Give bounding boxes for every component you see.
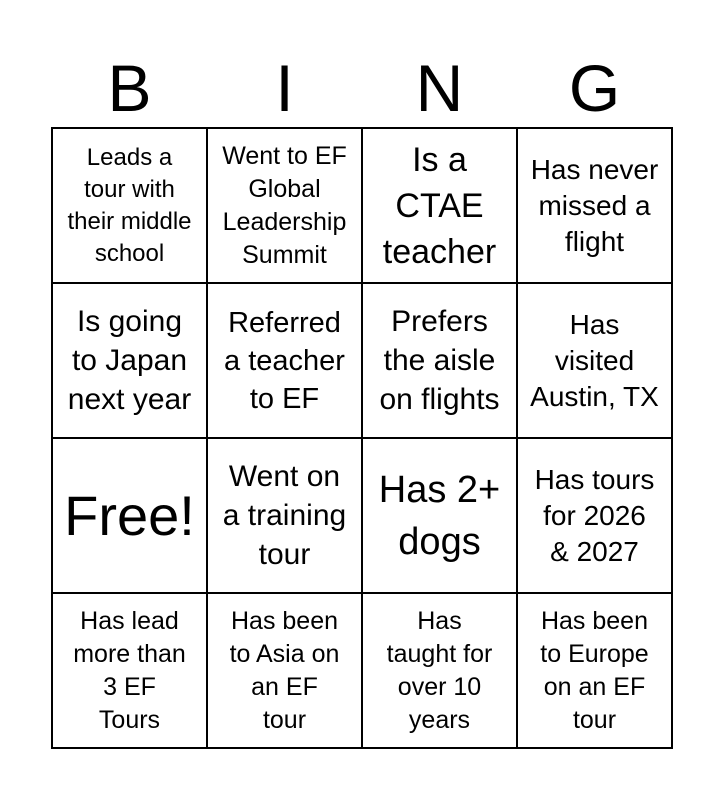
bingo-cell[interactable]: [518, 284, 673, 439]
bingo-free-space[interactable]: [53, 439, 208, 594]
bingo-cell-text: Went to EF Global Leadership Summit: [222, 141, 347, 269]
bingo-cell[interactable]: [363, 129, 518, 284]
bingo-cell[interactable]: [53, 284, 208, 439]
bingo-cell-text: Has tours for 2026 & 2027: [534, 463, 655, 567]
bingo-cell-text: Went on a training tour: [222, 460, 347, 571]
bingo-cell[interactable]: [518, 594, 673, 749]
bingo-cell-text: Has never missed a flight: [530, 153, 659, 257]
header-letter-i: I: [275, 51, 294, 125]
bingo-cell[interactable]: [208, 594, 363, 749]
bingo-cell-text: Has been to Asia on an EF tour: [229, 606, 340, 734]
header-letter-b: B: [107, 51, 152, 125]
bingo-card-grid: [51, 127, 673, 749]
bingo-cell-text: Has been to Europe on an EF tour: [540, 606, 649, 734]
bingo-cell[interactable]: [208, 439, 363, 594]
bingo-cell[interactable]: [208, 129, 363, 284]
bingo-cell-text: Has lead more than 3 EF Tours: [73, 606, 186, 734]
header-letter-n: N: [415, 51, 464, 125]
bingo-cell[interactable]: [363, 439, 518, 594]
bingo-cell[interactable]: [518, 129, 673, 284]
bingo-cell-text: Has taught for over 10 years: [386, 606, 493, 734]
bingo-cell-text: Referred a teacher to EF: [224, 306, 345, 415]
bingo-cell-text: Leads a tour with their middle school: [67, 143, 192, 267]
bingo-cell-text: Has 2+ dogs: [378, 468, 501, 563]
bingo-cell[interactable]: [208, 284, 363, 439]
bingo-cell-text: Is a CTAE teacher: [382, 140, 497, 271]
bingo-cell[interactable]: [53, 129, 208, 284]
bingo-cell[interactable]: [518, 439, 673, 594]
bingo-cell-text: Is going to Japan next year: [67, 305, 192, 416]
bingo-cell[interactable]: [363, 594, 518, 749]
bingo-cell[interactable]: [53, 594, 208, 749]
bingo-cell[interactable]: [363, 284, 518, 439]
bingo-header: [52, 50, 672, 126]
bingo-cell-text: Prefers the aisle on flights: [379, 305, 500, 416]
bingo-cell-text: Free!: [64, 483, 195, 547]
header-letter-g: G: [568, 51, 621, 125]
bingo-cell-text: Has visited Austin, TX: [530, 308, 659, 412]
